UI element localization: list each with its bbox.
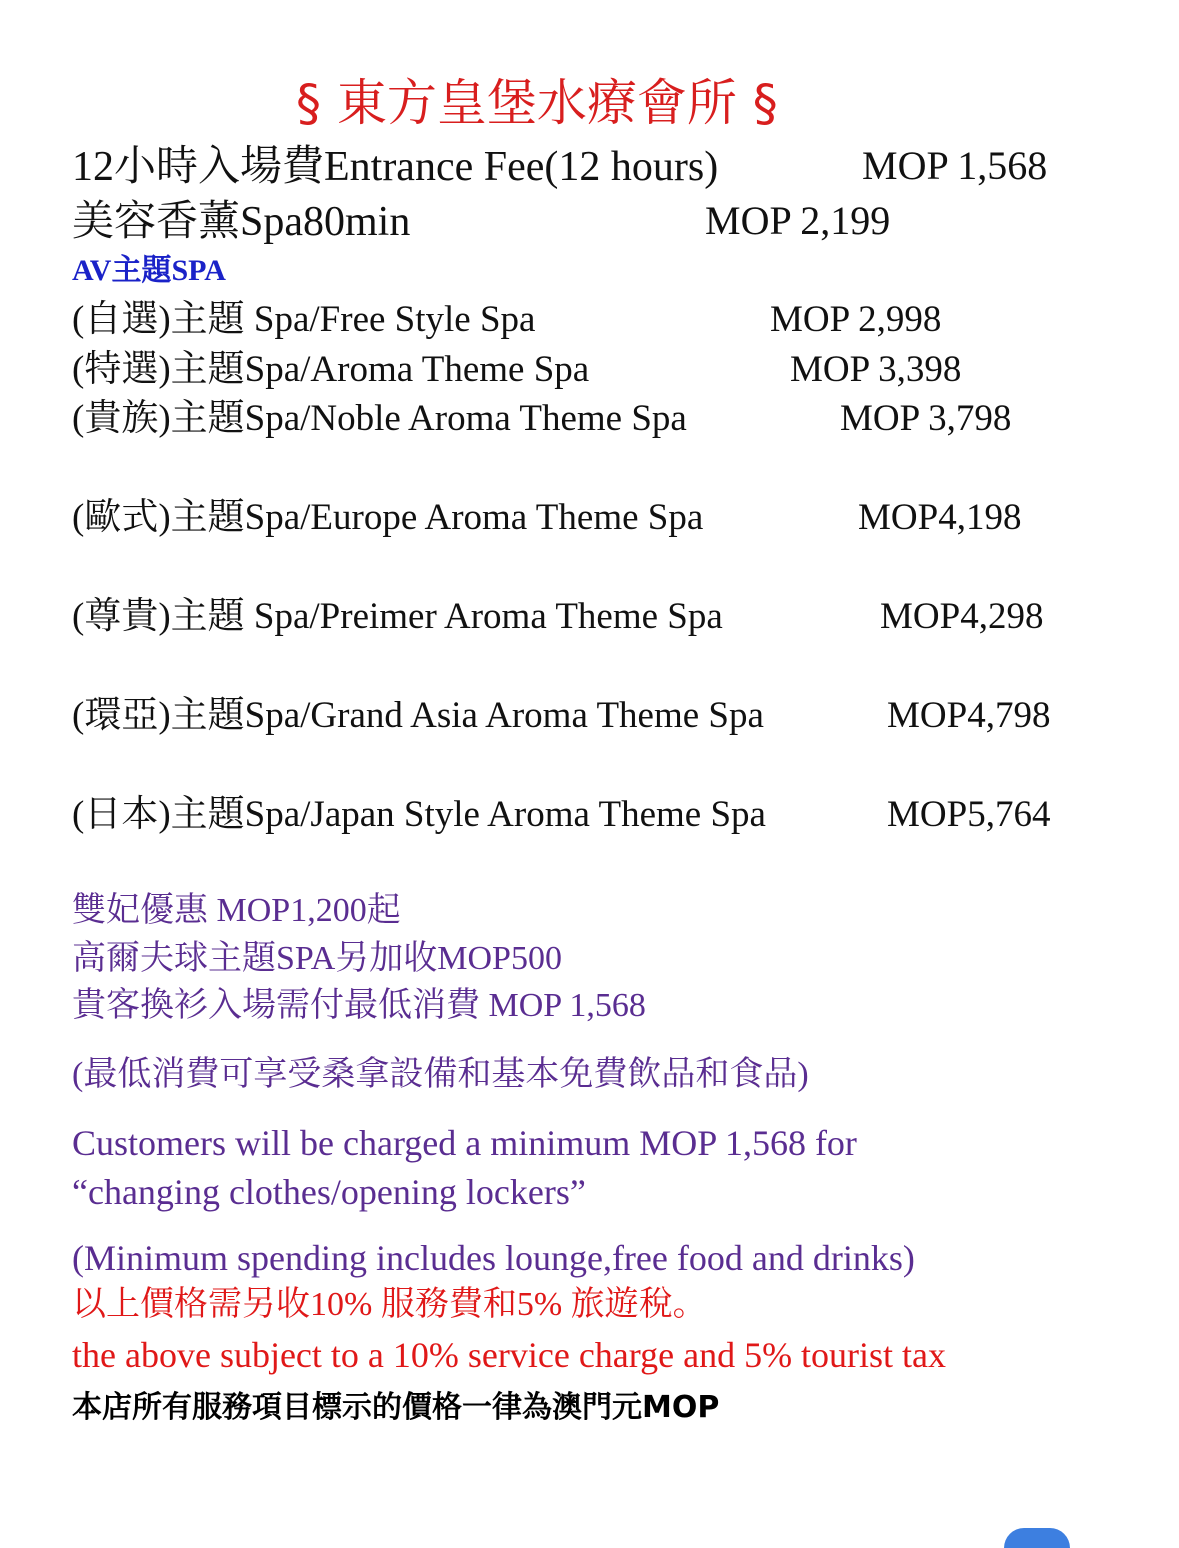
item-price: MOP 1,568 xyxy=(862,143,1048,188)
note: (最低消費可享受桑拿設備和基本免費飲品和食品) xyxy=(72,1056,809,1093)
note: 貴客換衫入場需付最低消費 MOP 1,568 xyxy=(72,987,646,1024)
item-label: 12小時入場費Entrance Fee(12 hours) xyxy=(72,144,719,190)
theme-item-price: MOP 3,798 xyxy=(840,398,1012,439)
theme-item-price: MOP4,298 xyxy=(880,596,1044,637)
item-price: MOP 2,199 xyxy=(705,198,891,243)
theme-item-label: (貴族)主題Spa/Noble Aroma Theme Spa xyxy=(72,398,687,439)
theme-item-price: MOP4,198 xyxy=(858,497,1022,538)
theme-item-label: (歐式)主題Spa/Europe Aroma Theme Spa xyxy=(72,497,704,538)
tax-note-zh: 以上價格需另收10% 服務費和5% 旅遊稅。 xyxy=(72,1286,707,1323)
theme-item-label: (尊貴)主題 Spa/Preimer Aroma Theme Spa xyxy=(72,596,723,637)
theme-item-price: MOP4,798 xyxy=(887,695,1051,736)
floating-button-edge[interactable] xyxy=(1004,1528,1070,1548)
theme-item-price: MOP 3,398 xyxy=(790,349,962,390)
item-label: 美容香薰Spa80min xyxy=(72,199,411,245)
page-title: § 東方皇堡水療會所 § xyxy=(296,74,778,132)
theme-item-label: (特選)主題Spa/Aroma Theme Spa xyxy=(72,349,590,390)
note: (Minimum spending includes lounge,free food and drinks) xyxy=(72,1238,915,1278)
theme-item-label: (日本)主題Spa/Japan Style Aroma Theme Spa xyxy=(72,794,766,835)
tax-note-en: the above subject to a 10% service charge and 5% tourist tax xyxy=(72,1335,947,1375)
note: Customers will be charged a minimum MOP 1,568 for xyxy=(72,1123,857,1163)
theme-item-price: MOP5,764 xyxy=(887,794,1051,835)
section-heading: AV主題SPA xyxy=(72,254,226,287)
theme-item-label: (自選)主題 Spa/Free Style Spa xyxy=(72,299,536,340)
note: “changing clothes/opening lockers” xyxy=(72,1172,586,1212)
note: 高爾夫球主題SPA另加收MOP500 xyxy=(72,940,562,977)
note: 雙妃優惠 MOP1,200起 xyxy=(72,892,401,929)
currency-note: 本店所有服務項目標示的價格一律為澳門元MOP xyxy=(72,1390,720,1425)
theme-item-label: (環亞)主題Spa/Grand Asia Aroma Theme Spa xyxy=(72,695,764,736)
theme-item-price: MOP 2,998 xyxy=(770,299,942,340)
